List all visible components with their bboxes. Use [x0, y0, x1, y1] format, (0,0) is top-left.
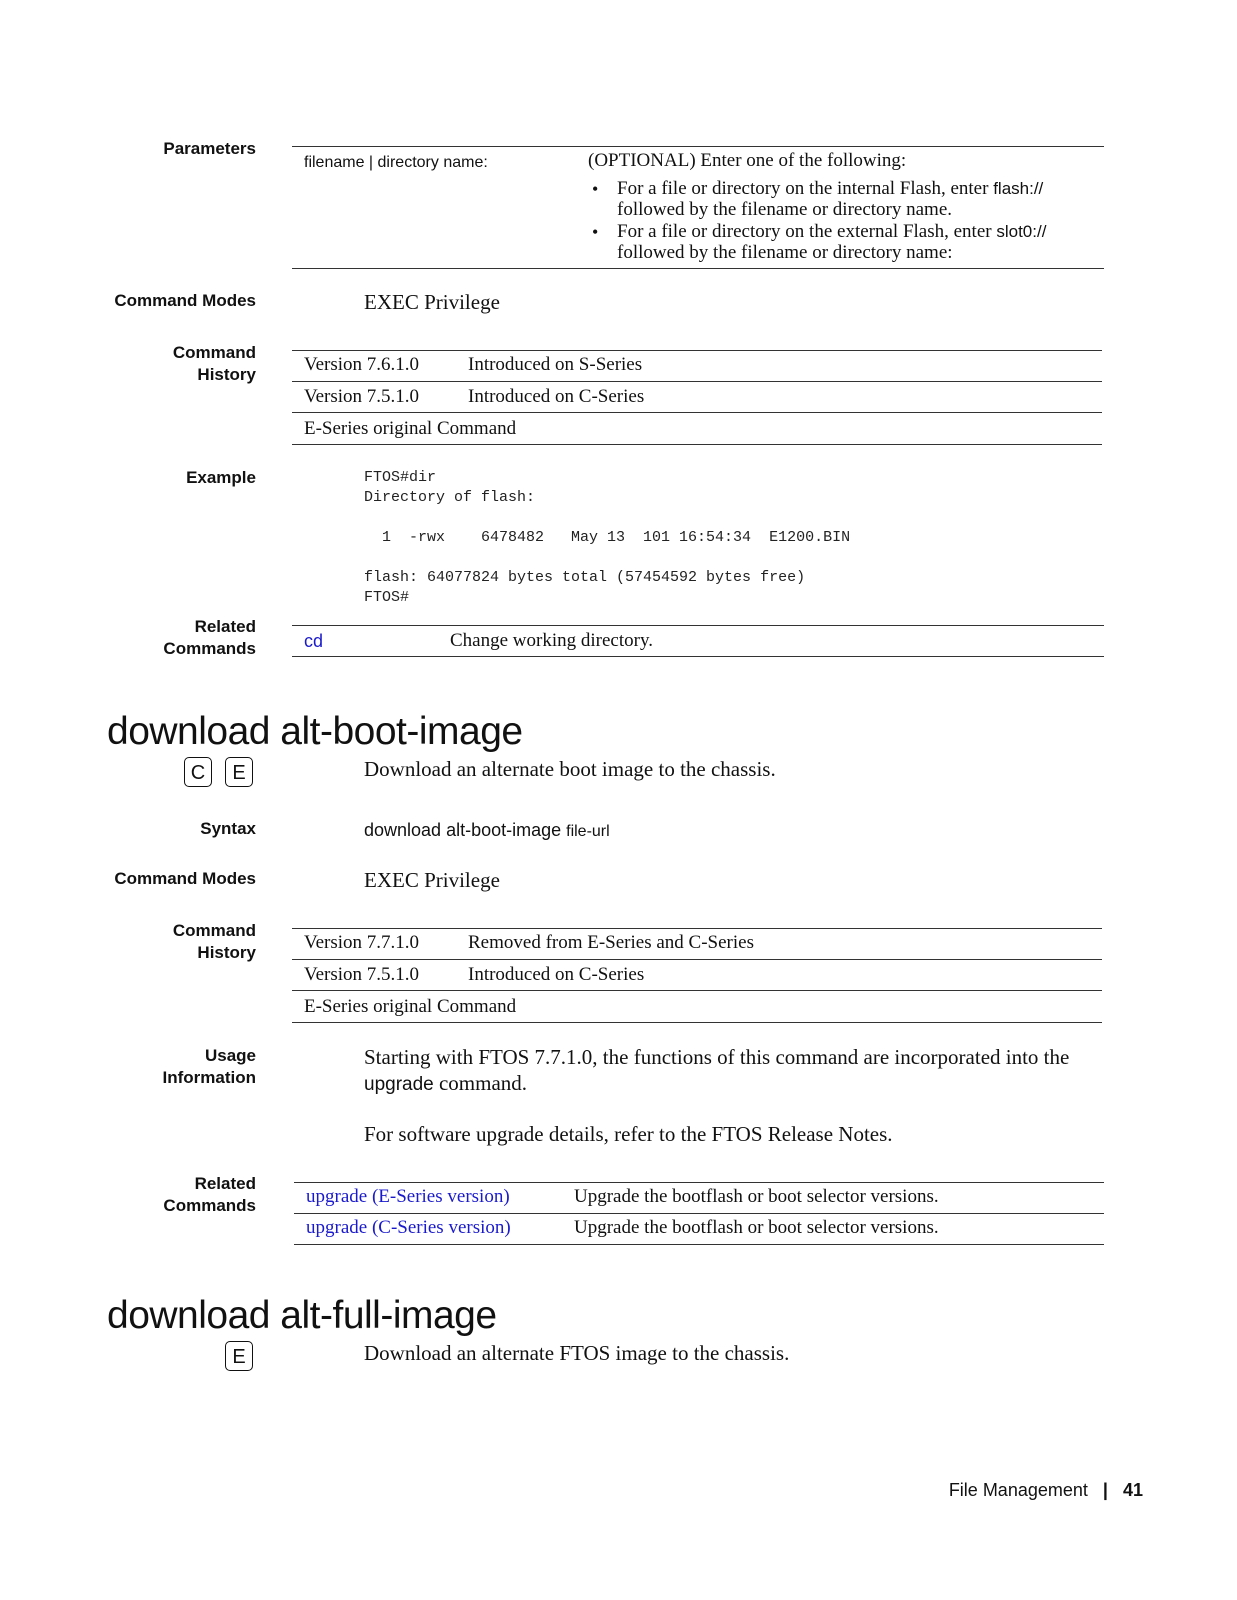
- history-desc: Introduced on S-Series: [468, 354, 643, 375]
- table-rule: [294, 1182, 1104, 1183]
- syntax-value: download alt-boot-image file-url: [364, 820, 610, 840]
- related-commands-label: Related Commands: [163, 1174, 256, 1215]
- related-link-upgrade-c-series[interactable]: upgrade (C-Series version): [306, 1217, 511, 1238]
- platform-badge-e: E: [225, 1341, 253, 1371]
- related-desc: Change working directory.: [450, 630, 653, 651]
- syntax-label: Syntax: [200, 819, 256, 838]
- param-bullet-2: For a file or directory on the external Flash, enter slot0:// followed by the filename or directory name:: [617, 221, 1047, 263]
- param-name: filename | directory name:: [304, 154, 488, 171]
- command-modes-value: EXEC Privilege: [364, 868, 500, 892]
- page-footer: [900, 1478, 1143, 1502]
- history-desc: Removed from E-Series and C-Series: [468, 932, 754, 953]
- table-rule: [292, 146, 1104, 147]
- table-rule: [292, 656, 1104, 657]
- table-rule: [292, 625, 1104, 626]
- history-version: E-Series original Command: [304, 996, 517, 1017]
- table-rule: [292, 1022, 1102, 1023]
- example-label: Example: [186, 468, 256, 487]
- example-code: FTOS#dir Directory of flash: 1 -rwx 6478482 May 13 101 16:54:34 E1200.BIN flash: 64077824 bytes total (57454592 bytes free) FTOS#: [364, 469, 851, 606]
- table-rule: [292, 444, 1102, 445]
- history-desc: Introduced on C-Series: [468, 964, 645, 985]
- table-rule: [292, 990, 1102, 991]
- table-rule: [292, 381, 1102, 382]
- platform-badge-c: C: [184, 757, 212, 787]
- history-version: Version 7.5.1.0: [304, 386, 420, 407]
- param-desc-intro: (OPTIONAL) Enter one of the following:: [588, 150, 907, 171]
- table-rule: [294, 1244, 1104, 1245]
- history-version: Version 7.7.1.0: [304, 932, 420, 953]
- section-summary: Download an alternate boot image to the chassis.: [364, 757, 776, 781]
- related-link-upgrade-e-series[interactable]: upgrade (E-Series version): [306, 1186, 510, 1207]
- usage-paragraph-1: Starting with FTOS 7.7.1.0, the functions of this command are incorporated into the upgrade command.: [364, 1045, 1070, 1095]
- table-rule: [292, 268, 1104, 269]
- usage-paragraph-2: For software upgrade details, refer to the FTOS Release Notes.: [364, 1122, 893, 1146]
- footer-separator: |: [1102, 1480, 1108, 1500]
- table-rule: [294, 1213, 1104, 1214]
- section-title-alt-full-image: download alt-full-image: [107, 1294, 497, 1337]
- param-bullet-1: For a file or directory on the internal Flash, enter flash:// followed by the filename or directory name.: [617, 178, 1044, 220]
- footer-chapter: File Management: [948, 1480, 1088, 1500]
- related-desc: Upgrade the bootflash or boot selector versions.: [574, 1186, 939, 1207]
- table-rule: [292, 928, 1102, 929]
- related-commands-label: Related Commands: [163, 617, 256, 658]
- platform-badge-e: E: [225, 757, 253, 787]
- related-desc: Upgrade the bootflash or boot selector versions.: [574, 1217, 939, 1238]
- command-history-label: Command History: [172, 921, 256, 962]
- command-modes-label: Command Modes: [114, 291, 256, 310]
- bullet-mark: •: [592, 222, 599, 242]
- parameters-label: Parameters: [163, 139, 256, 158]
- related-link-cd[interactable]: cd: [304, 631, 324, 651]
- history-desc: Introduced on C-Series: [468, 386, 645, 407]
- history-version: Version 7.5.1.0: [304, 964, 420, 985]
- section-title-alt-boot-image: download alt-boot-image: [107, 710, 523, 753]
- table-rule: [292, 350, 1102, 351]
- command-modes-value: EXEC Privilege: [364, 290, 500, 314]
- page-number: 41: [1122, 1480, 1143, 1500]
- usage-information-label: Usage Information: [162, 1046, 256, 1087]
- table-rule: [292, 959, 1102, 960]
- history-version: Version 7.6.1.0: [304, 354, 420, 375]
- bullet-mark: •: [592, 179, 599, 199]
- command-history-label: Command History: [172, 343, 256, 384]
- table-rule: [292, 412, 1102, 413]
- command-modes-label: Command Modes: [114, 869, 256, 888]
- section-summary: Download an alternate FTOS image to the chassis.: [364, 1341, 790, 1365]
- history-version: E-Series original Command: [304, 418, 517, 439]
